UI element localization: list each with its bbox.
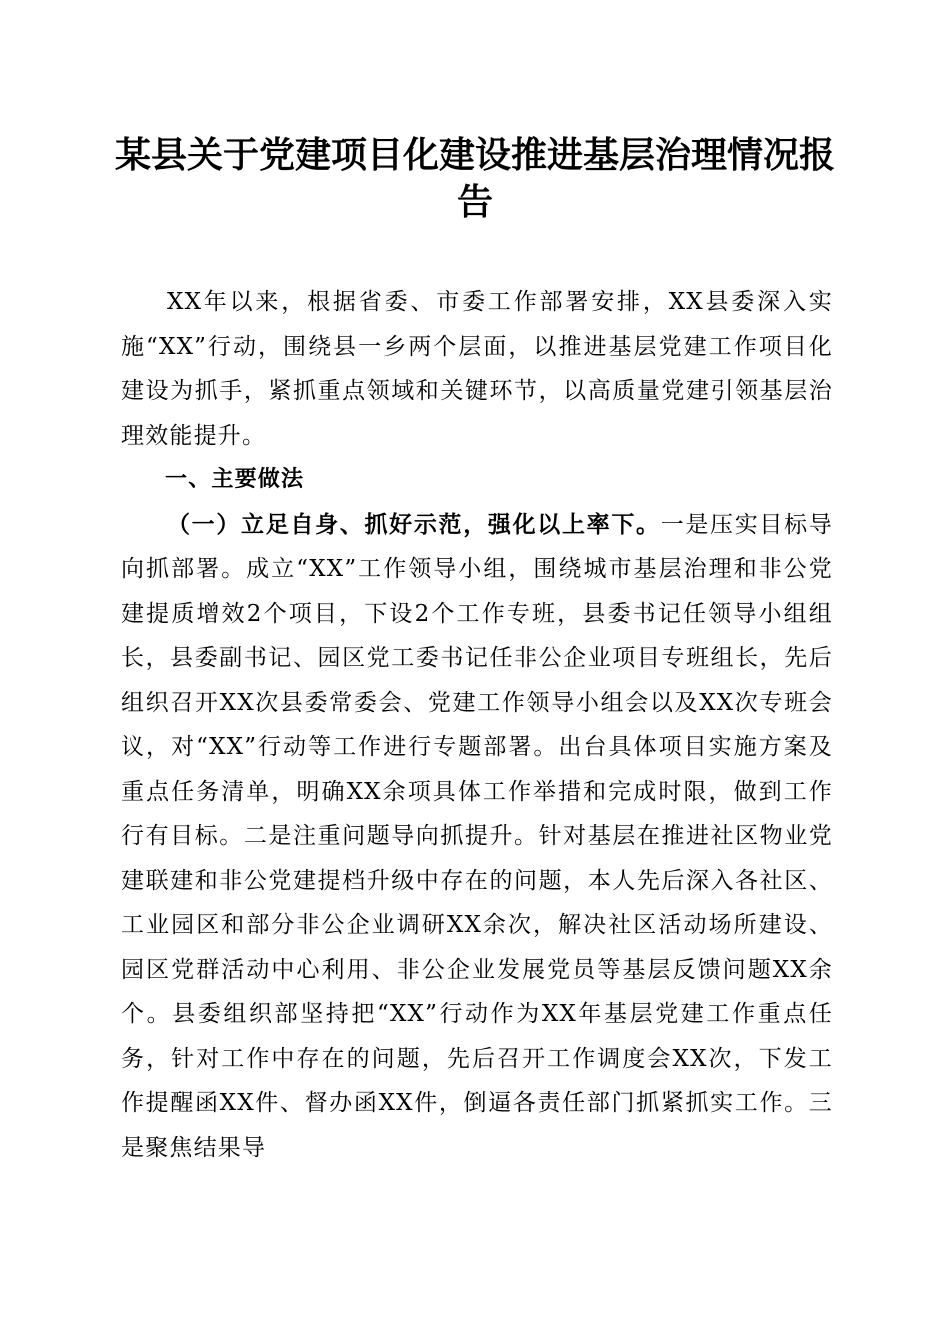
section-paragraph	[121, 503, 833, 1171]
document-body	[121, 280, 833, 1170]
subsection-body: 一是压实目标导向抓部署。成立“XX”工作领导小组，围绕城市基层治理和非公党建提质增效2个项目，下设2个工作专班，县委书记任领导小组组长，县委副书记、园区党工委书记任非公企业项目专班组长，先后组织召开XX次县委常委会、党建工作领导小组会以及XX次专班会议，对“XX”行动等工作进行专题部署。出台具体项目实施方案及重点任务清单，明确XX余项具体工作举措和完成时限，做到工作行有目标。二是注重问题导向抓提升。针对基层在推进社区物业党建联建和非公党建提档升级中存在的问题，本人先后深入各社区、工业园区和部分非公企业调研XX余次，解决社区活动场所建设、园区党群活动中心利用、非公企业发展党员等基层反馈问题XX余个。县委组织部坚持把“XX”行动作为XX年基层党建工作重点任务，针对工作中存在的问题，先后召开工作调度会XX次，下发工作提醒函XX件、督办函XX件，倒逼各责任部门抓紧抓实工作。三是聚焦结果导	[121, 511, 833, 1161]
document-title: 某县关于党建项目化建设推进基层治理情况报告	[114, 134, 835, 223]
subsection-heading: （一）立足自身、抓好示范，强化以上率下。	[167, 511, 661, 538]
intro-paragraph: XX年以来，根据省委、市委工作部署安排，XX县委深入实施“XX”行动，围绕县一乡两个层面，以推进基层党建工作项目化建设为抓手，紧抓重点领域和关键环节，以高质量党建引领基层治理效能提升。	[121, 289, 833, 449]
section-heading: 一、主要做法	[165, 467, 305, 492]
